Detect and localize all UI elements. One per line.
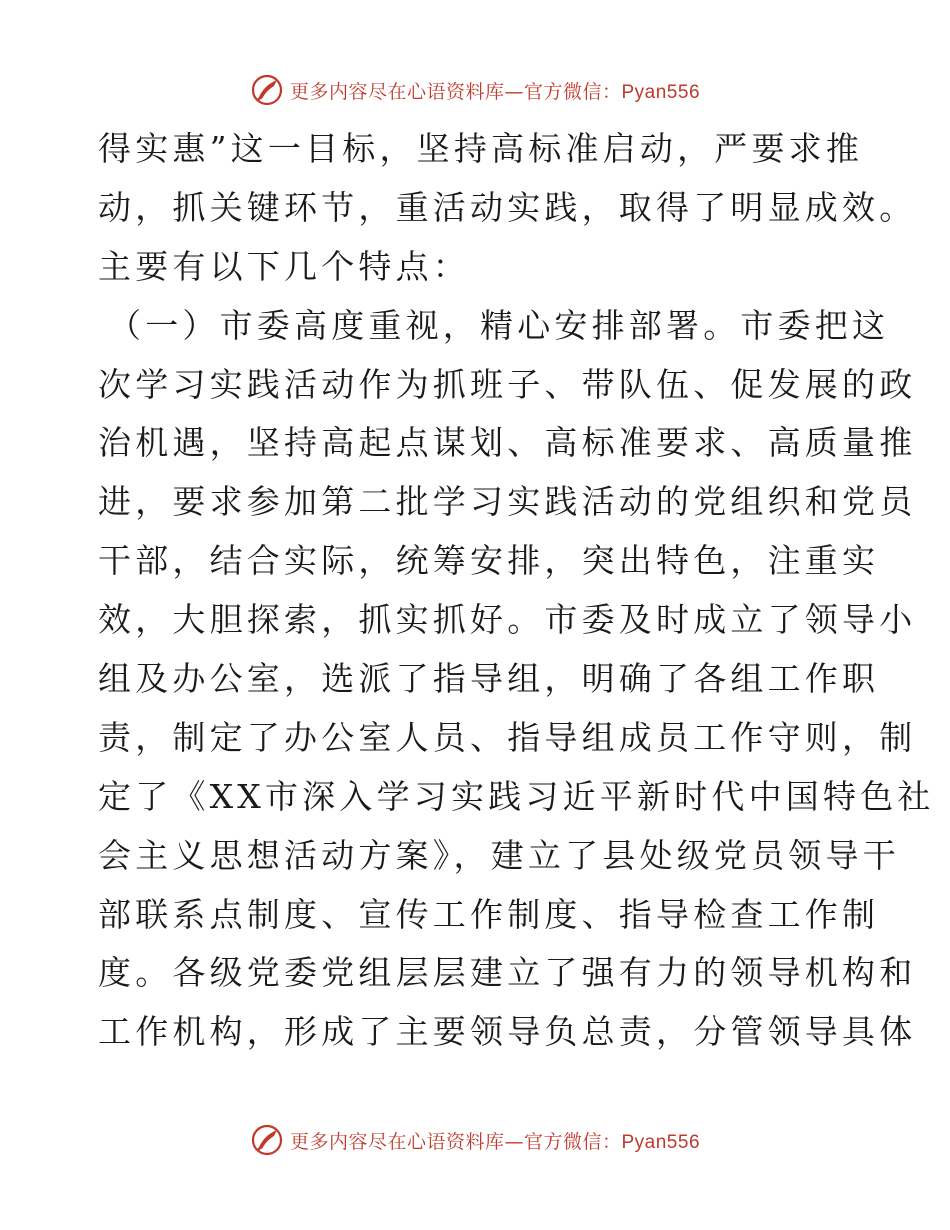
section-heading-line: （一）市委高度重视，精心安排部署。市委把这 (108, 305, 890, 345)
document-body (98, 120, 935, 1062)
text-line: 会主义思想活动方案》，建立了县处级党员领导干 (98, 835, 900, 875)
text-line: 进，要求参加第二批学习实践活动的党组织和党员 (98, 482, 917, 522)
brush-logo-icon (250, 1123, 284, 1157)
text-line: 得实惠”这一目标，坚持高标准启动，严要求推 (98, 129, 864, 168)
text-line: 效，大胆探索，抓实抓好。市委及时成立了领导小 (98, 600, 917, 640)
text-line: 动，抓关键环节，重活动实践，取得了明显成效。 (98, 187, 917, 227)
text-line: 次学习实践活动作为抓班子、带队伍、促发展的政 (98, 364, 917, 404)
text-line: 定了《XX市深入学习实践习近平新时代中国特色社 (98, 776, 935, 816)
text-line: 责，制定了办公室人员、指导组成员工作守则，制 (98, 717, 917, 757)
text-line: 治机遇，坚持高起点谋划、高标准要求、高质量推 (98, 423, 917, 463)
brush-logo-icon (250, 73, 284, 107)
watermark-text: 更多内容尽在心语资料库—官方微信：Pyan556 (289, 80, 701, 103)
footer-watermark (0, 1120, 950, 1160)
header-watermark (0, 70, 950, 110)
text-line: 度。各级党委党组层层建立了强有力的领导机构和 (98, 953, 917, 993)
text-line: 主要有以下几个特点： (98, 246, 470, 286)
watermark-text: 更多内容尽在心语资料库—官方微信：Pyan556 (289, 1130, 701, 1153)
text-line: 组及办公室，选派了指导组，明确了各组工作职 (98, 659, 880, 699)
text-line: 干部，结合实际，统筹安排，突出特色，注重实 (98, 541, 880, 581)
text-line: 工作机构，形成了主要领导负总责，分管领导具体 (98, 1012, 917, 1052)
text-line: 部联系点制度、宣传工作制度、指导检查工作制 (98, 894, 880, 934)
